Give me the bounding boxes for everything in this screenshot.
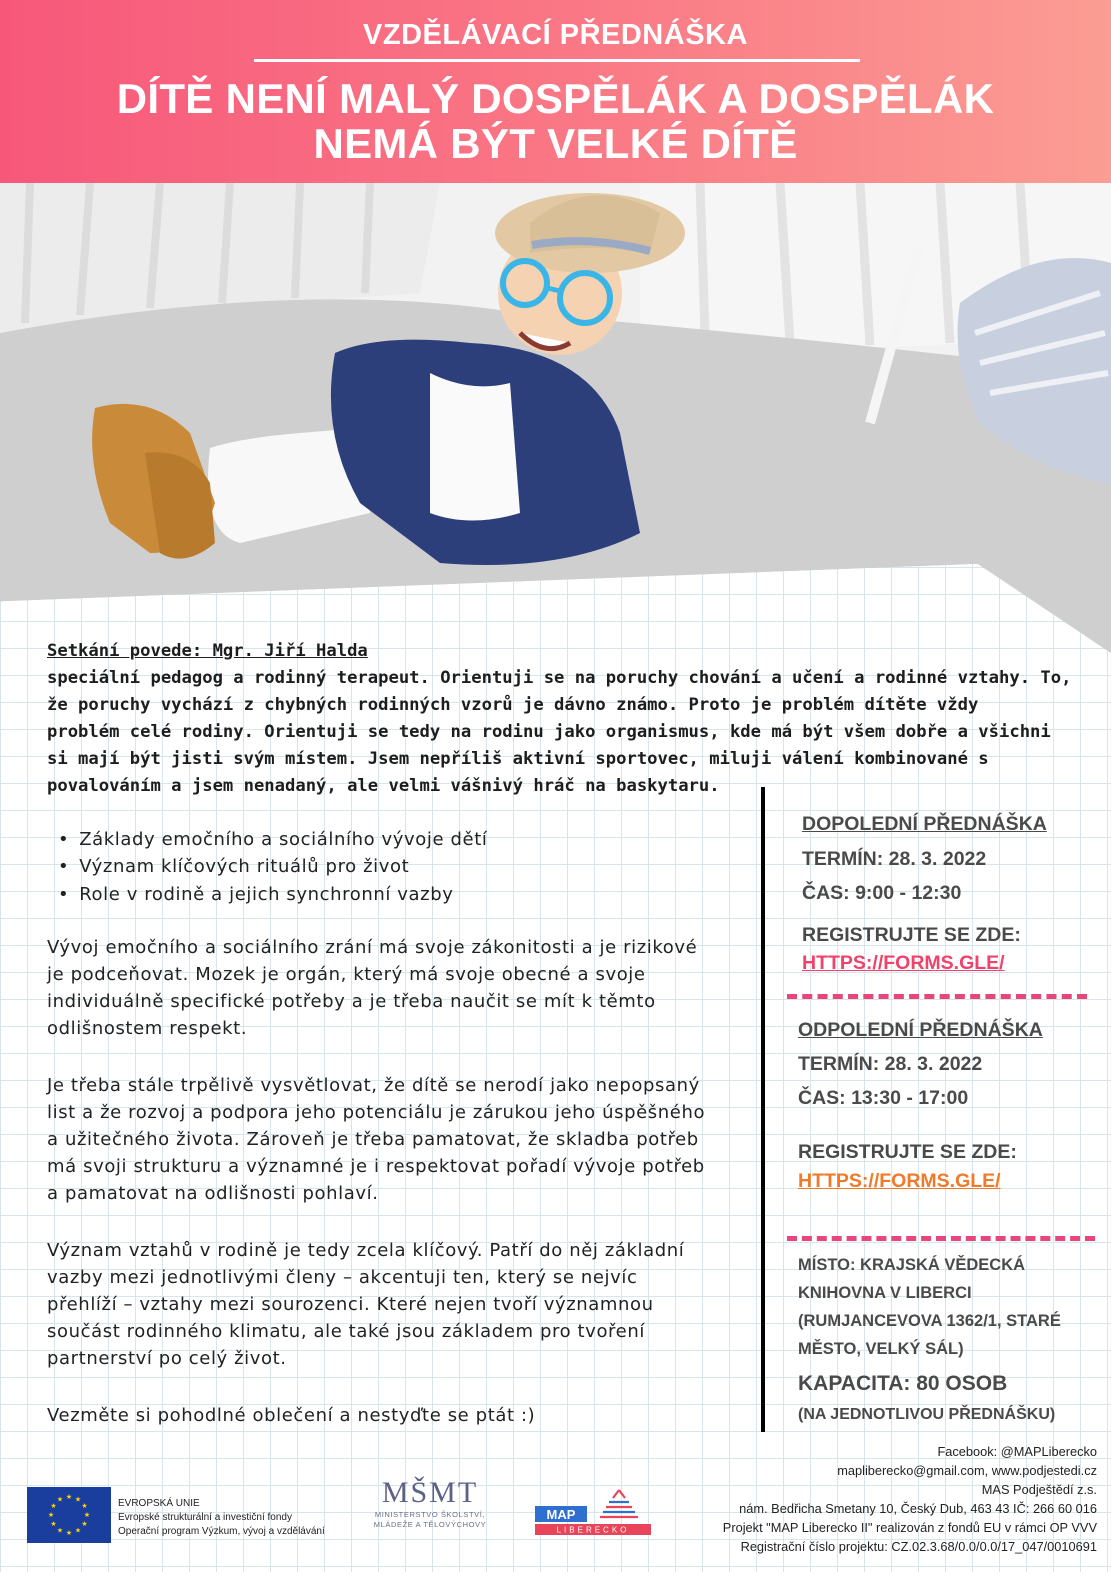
child-illustration — [0, 183, 1111, 653]
title-line-1: DÍTĚ NENÍ MALÝ DOSPĚLÁK A DOSPĚLÁK — [116, 75, 995, 122]
venue-line: MĚSTO, VELKÝ SÁL) — [798, 1340, 964, 1358]
msmt-logo-mark: MŠMT — [381, 1476, 479, 1509]
page-title — [0, 76, 1111, 166]
svg-text:★: ★ — [74, 1495, 82, 1504]
list-item: • Role v rodině a jejich synchronní vazby — [58, 881, 748, 908]
capacity-note: (NA JEDNOTLIVOU PŘEDNÁŠKU) — [798, 1406, 1056, 1423]
organization-name: MAS Podještědí z.s. — [981, 1482, 1097, 1497]
svg-text:★: ★ — [74, 1526, 82, 1535]
bio-line: si mají být jisti svým místem. Jsem nepříliš aktivní sportovec, miluji válení kombinované s — [47, 749, 989, 769]
svg-text:★: ★ — [50, 1520, 57, 1528]
event-type: VZDĚLÁVACÍ PŘEDNÁŠKA — [363, 19, 748, 51]
msmt-logo — [360, 1476, 500, 1530]
paragraph-child-potential — [47, 1072, 757, 1207]
eu-flag-icon — [27, 1487, 111, 1543]
paragraph-line: partnerství po celý život. — [47, 1348, 287, 1369]
afternoon-date: TERMÍN: 28. 3. 2022 — [798, 1053, 983, 1075]
venue-line: (RUMJANCEVOVA 1362/1, STARÉ — [798, 1312, 1061, 1330]
presenter-bio — [47, 638, 1077, 800]
paragraph-line: přehlíží – vztahy mezi sourozenci. Které nejen tvoří významnou — [47, 1294, 654, 1315]
eu-line: Evropské strukturální a investiční fondy — [118, 1512, 292, 1523]
paragraph-line: je podceňovat. Mozek je orgán, který má svoje obecné a svoje — [47, 964, 646, 985]
topics-list — [58, 826, 748, 908]
separator-dashes — [787, 994, 1087, 999]
bio-line: že poruchy vychází z chybných rodinných vzorů je dávno známo. Proto je problém dítěte vždy — [47, 695, 979, 715]
separator-dashes — [787, 1236, 1095, 1241]
paragraph-line: a pamatovat na odlišnosti pohlaví. — [47, 1183, 379, 1204]
venue-line: KNIHOVNA V LIBERCI — [798, 1284, 972, 1302]
presenter-name: Setkání povede: Mgr. Jiří Halda — [47, 641, 368, 661]
svg-text:★: ★ — [50, 1502, 57, 1510]
project-note: Projekt "MAP Liberecko II" realizován z fondů EU v rámci OP VVV — [722, 1520, 1097, 1535]
morning-date: TERMÍN: 28. 3. 2022 — [802, 848, 987, 870]
bio-line: povalováním a jsem nenadaný, ale velmi vášnivý hráč na baskytaru. — [47, 776, 720, 796]
paragraph-family-relations — [47, 1237, 757, 1372]
svg-text:★: ★ — [83, 1511, 91, 1519]
list-item: • Význam klíčových rituálů pro život — [58, 853, 748, 880]
hero-photo — [0, 183, 1111, 653]
svg-text:★: ★ — [81, 1502, 88, 1510]
footer — [0, 1440, 1111, 1572]
paragraph-closing: Vezměte si pohodlné oblečení a nestyďte se ptát :) — [47, 1405, 536, 1426]
paragraph-line: individuálně specifické potřeby a je třeba naučit se mít k těmto — [47, 991, 656, 1012]
contact-info — [723, 1442, 1097, 1556]
paragraph-line: součást rodinného klimatu, ale také jsou základem pro tvoření — [47, 1321, 645, 1342]
map-logo-text: MAP — [546, 1507, 576, 1522]
afternoon-heading: ODPOLEDNÍ PŘEDNÁŠKA — [798, 1019, 1043, 1041]
paragraph-line: vazby mezi jednotlivými členy – akcentuji ten, který se nejvíc — [47, 1267, 638, 1288]
morning-register-label: REGISTRUJTE SE ZDE: — [802, 924, 1021, 946]
msmt-name: MLÁDEŽE A TĚLOVÝCHOVY — [373, 1520, 487, 1529]
header-rule — [254, 59, 860, 62]
afternoon-register-label: REGISTRUJTE SE ZDE: — [798, 1141, 1017, 1163]
eu-line: Operační program Výzkum, vývoj a vzdělávání — [118, 1526, 325, 1537]
email-website[interactable]: mapliberecko@gmail.com, www.podjestedi.cz — [837, 1463, 1097, 1478]
svg-text:★: ★ — [65, 1493, 73, 1501]
svg-text:★: ★ — [56, 1526, 64, 1535]
svg-text:★: ★ — [81, 1520, 88, 1528]
registration-number: Registrační číslo projektu: CZ.02.3.68/0.0/0.0/17_047/0010691 — [740, 1539, 1097, 1554]
morning-time: ČAS: 9:00 - 12:30 — [802, 882, 962, 904]
column-divider — [761, 787, 765, 1432]
paragraph-line: odlišnostem respekt. — [47, 1018, 248, 1039]
paragraph-line: a užitečného života. Zároveň je třeba pamatovat, že skladba potřeb — [47, 1129, 699, 1150]
paragraph-line: má svoji strukturu a významné je i respektovat pořadí vývoje potřeb — [47, 1156, 705, 1177]
msmt-name: MINISTERSTVO ŠKOLSTVÍ, — [374, 1510, 486, 1519]
map-liberecko-logo — [533, 1484, 653, 1544]
paragraph-line: Vývoj emočního a sociálního zrání má svoje zákonitosti a je rizikové — [47, 937, 698, 958]
venue-line: MÍSTO: KRAJSKÁ VĚDECKÁ — [798, 1256, 1026, 1274]
organization-address: nám. Bedřicha Smetany 10, Český Dub, 463 43 IČ: 266 60 016 — [739, 1501, 1097, 1516]
list-item: • Základy emočního a sociálního vývoje dětí — [58, 826, 748, 853]
venue-info — [798, 1251, 1061, 1363]
svg-text:★: ★ — [56, 1495, 64, 1504]
map-logo-subtext: LIBERECKO — [556, 1525, 630, 1535]
capacity: KAPACITA: 80 OSOB — [798, 1372, 1008, 1395]
afternoon-time: ČAS: 13:30 - 17:00 — [798, 1087, 969, 1109]
eu-funding-text — [118, 1497, 325, 1539]
paragraph-emotional-development — [47, 934, 757, 1042]
svg-text:★: ★ — [47, 1511, 55, 1519]
title-line-2: NEMÁ BÝT VELKÉ DÍTĚ — [313, 120, 798, 167]
bio-line: problém celé rodiny. Orientuji se tedy na rodinu jako organismus, kde má být všem dobře a všichni — [47, 722, 1051, 742]
header-banner — [0, 0, 1111, 183]
svg-text:★: ★ — [65, 1529, 73, 1537]
afternoon-registration-link[interactable]: HTTPS://FORMS.GLE/ — [798, 1170, 1001, 1192]
morning-registration-link[interactable]: HTTPS://FORMS.GLE/ — [802, 952, 1005, 974]
paragraph-line: list a že rozvoj a podpora jeho potenciálu je zárukou jeho úspěšného — [47, 1102, 706, 1123]
paragraph-line: Je třeba stále trpělivě vysvětlovat, že dítě se nerodí jako nepopsaný — [47, 1075, 700, 1096]
facebook-link[interactable]: Facebook: @MAPLiberecko — [937, 1444, 1097, 1459]
paragraph-line: Význam vztahů v rodině je tedy zcela klíčový. Patří do něj základní — [47, 1240, 685, 1261]
morning-heading: DOPOLEDNÍ PŘEDNÁŠKA — [802, 813, 1047, 835]
bio-line: speciální pedagog a rodinný terapeut. Orientuji se na poruchy chování a učení a rodinné vztahy. To, — [47, 668, 1072, 688]
eu-line: EVROPSKÁ UNIE — [118, 1498, 200, 1509]
